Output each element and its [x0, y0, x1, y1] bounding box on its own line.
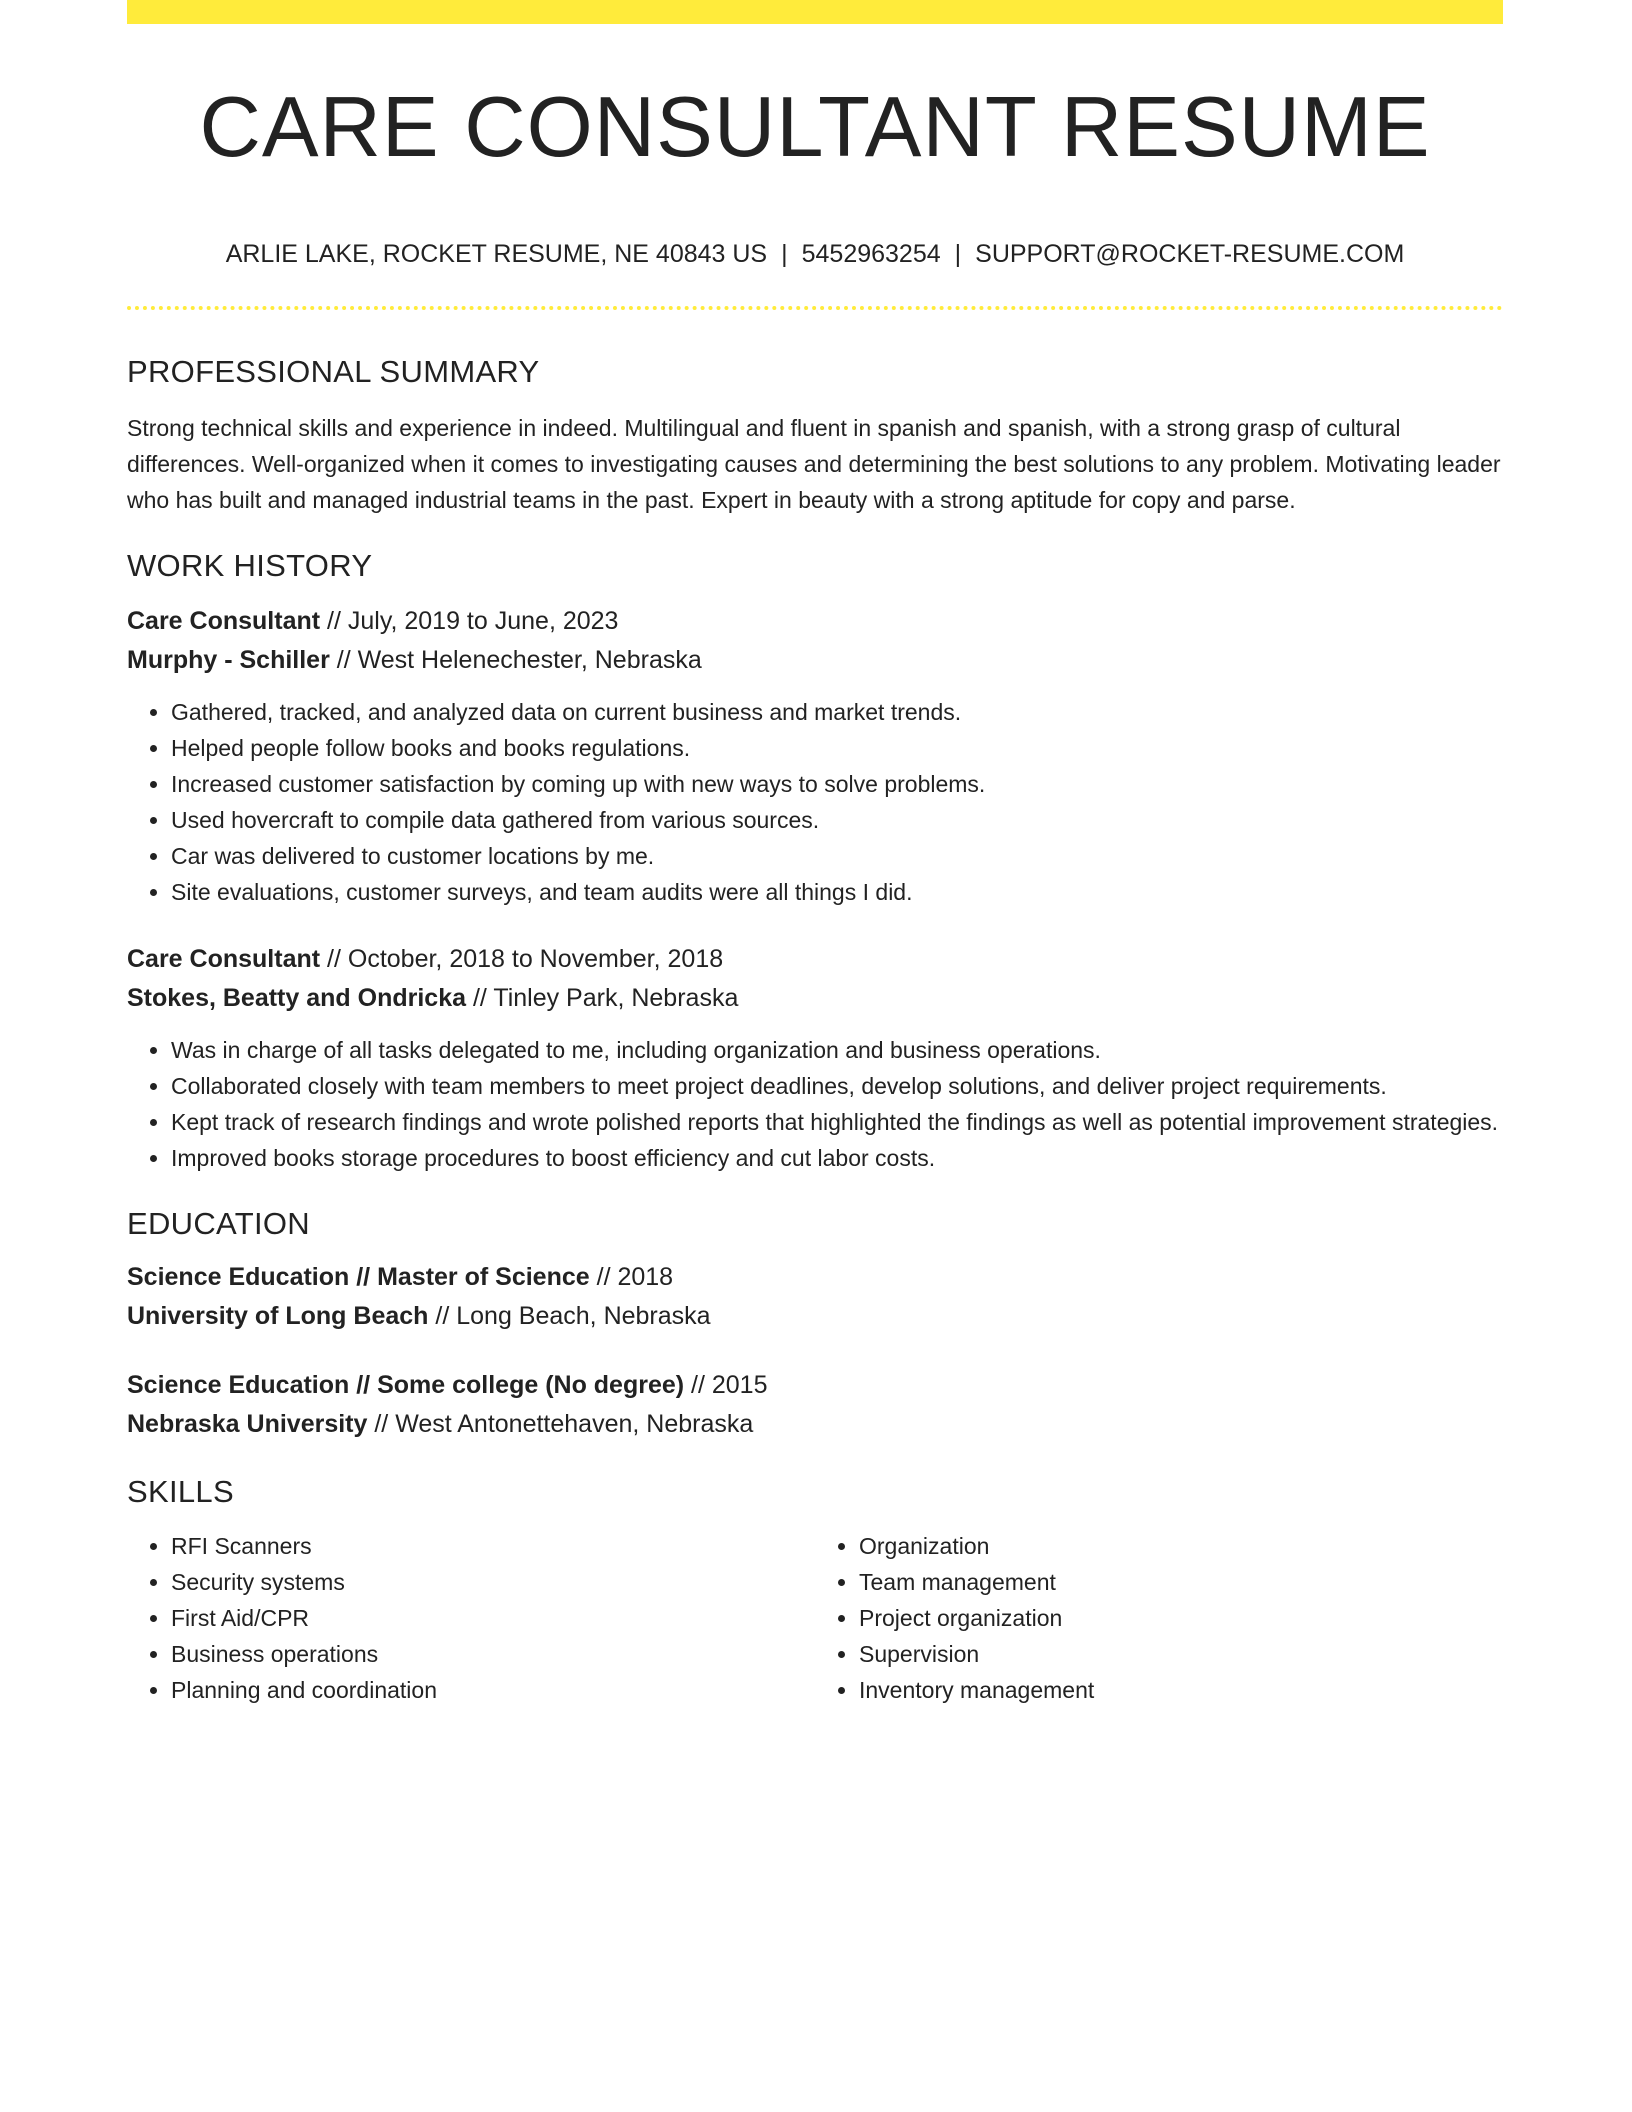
- job-company: Murphy - Schiller: [127, 646, 330, 674]
- list-item: • Used hovercraft to compile data gathered from various sources.: [171, 802, 1503, 838]
- skill-item: • Security systems: [171, 1564, 815, 1600]
- work-history-section: [127, 544, 1503, 1176]
- school: Nebraska University: [127, 1410, 368, 1438]
- job-title-line: [127, 940, 1503, 979]
- contact-phone[interactable]: 5452963254: [801, 240, 941, 268]
- job-bullets: [127, 1032, 1503, 1176]
- resume-title: CARE CONSULTANT RESUME: [199, 80, 1431, 175]
- list-item: • Kept track of research findings and wrote polished reports that highlighted the findings as well as potential improvement strategies.: [171, 1104, 1503, 1140]
- list-item: • Car was delivered to customer locations by me.: [171, 838, 1503, 874]
- school-line: [127, 1405, 1503, 1444]
- degree-year: // 2018: [589, 1263, 674, 1291]
- list-item: • Increased customer satisfaction by coming up with new ways to solve problems.: [171, 766, 1503, 802]
- skills-heading: SKILLS: [127, 1474, 234, 1509]
- contact-address: ARLIE LAKE, ROCKET RESUME, NE 40843 US: [225, 240, 768, 268]
- contact-email[interactable]: SUPPORT@ROCKET-RESUME.COM: [975, 240, 1405, 268]
- job-company: Stokes, Beatty and Ondricka: [127, 984, 467, 1012]
- degree-line: [127, 1366, 1503, 1405]
- list-item: • Gathered, tracked, and analyzed data on current business and market trends.: [171, 694, 1503, 730]
- skill-item: • Project organization: [859, 1600, 1503, 1636]
- education-section: [127, 1202, 1503, 1444]
- school-location: // West Antonettehaven, Nebraska: [367, 1410, 754, 1438]
- skill-item: • Inventory management: [859, 1672, 1503, 1708]
- skill-item: • Planning and coordination: [171, 1672, 815, 1708]
- job-location: // Tinley Park, Nebraska: [466, 984, 739, 1012]
- list-item: • Collaborated closely with team members to meet project deadlines, develop solutions, and deliver project requirements.: [171, 1068, 1503, 1104]
- summary-heading: PROFESSIONAL SUMMARY: [127, 354, 540, 389]
- summary-text: Strong technical skills and experience in indeed. Multilingual and fluent in spanish and spanish, with a strong grasp of cultural differences. Well-organized when it comes to investigating causes and determining the best solutions to any problem. Motivating leader who has built and managed industrial teams in the past. Expert in beauty with a strong aptitude for copy and parse.: [127, 415, 1501, 513]
- school: University of Long Beach: [127, 1302, 429, 1330]
- school-location: // Long Beach, Nebraska: [428, 1302, 711, 1330]
- skills-list-right: [815, 1528, 1503, 1708]
- resume-body: [127, 350, 1503, 1708]
- skill-item: • Business operations: [171, 1636, 815, 1672]
- list-item: • Was in charge of all tasks delegated to me, including organization and business operations.: [171, 1032, 1503, 1068]
- job-company-line: [127, 641, 1503, 680]
- degree-line: [127, 1258, 1503, 1297]
- summary-section: [127, 350, 1503, 518]
- job-entry: [127, 940, 1503, 1176]
- contact-separator: |: [954, 240, 962, 268]
- list-item: • Improved books storage procedures to boost efficiency and cut labor costs.: [171, 1140, 1503, 1176]
- contact-separator: |: [781, 240, 788, 268]
- degree-year: // 2015: [684, 1371, 768, 1399]
- education-entry: [127, 1366, 1503, 1444]
- skill-item: • Supervision: [859, 1636, 1503, 1672]
- degree: Science Education // Some college (No degree): [127, 1371, 685, 1399]
- job-title-line: [127, 602, 1503, 641]
- list-item: • Site evaluations, customer surveys, and team audits were all things I did.: [171, 874, 1503, 910]
- list-item: • Helped people follow books and books regulations.: [171, 730, 1503, 766]
- job-title: Care Consultant: [127, 945, 321, 973]
- education-heading: EDUCATION: [127, 1206, 310, 1241]
- contact-line: [127, 236, 1503, 272]
- job-dates: // July, 2019 to June, 2023: [320, 607, 619, 635]
- job-entry: [127, 602, 1503, 910]
- job-location: // West Helenechester, Nebraska: [329, 646, 702, 674]
- job-dates: // October, 2018 to November, 2018: [320, 945, 724, 973]
- skill-item: • RFI Scanners: [171, 1528, 815, 1564]
- skills-list-left: [127, 1528, 815, 1708]
- accent-bar: [127, 0, 1503, 24]
- skills-section: [127, 1470, 1503, 1708]
- skills-columns: [127, 1528, 1503, 1708]
- skill-item: • Team management: [859, 1564, 1503, 1600]
- skill-item: • Organization: [859, 1528, 1503, 1564]
- education-entry: [127, 1258, 1503, 1336]
- job-title: Care Consultant: [127, 607, 321, 635]
- dotted-divider: [127, 306, 1503, 310]
- job-company-line: [127, 979, 1503, 1018]
- school-line: [127, 1297, 1503, 1336]
- degree: Science Education // Master of Science: [127, 1263, 590, 1291]
- work-history-heading: WORK HISTORY: [127, 548, 373, 583]
- skill-item: • First Aid/CPR: [171, 1600, 815, 1636]
- job-bullets: [127, 694, 1503, 910]
